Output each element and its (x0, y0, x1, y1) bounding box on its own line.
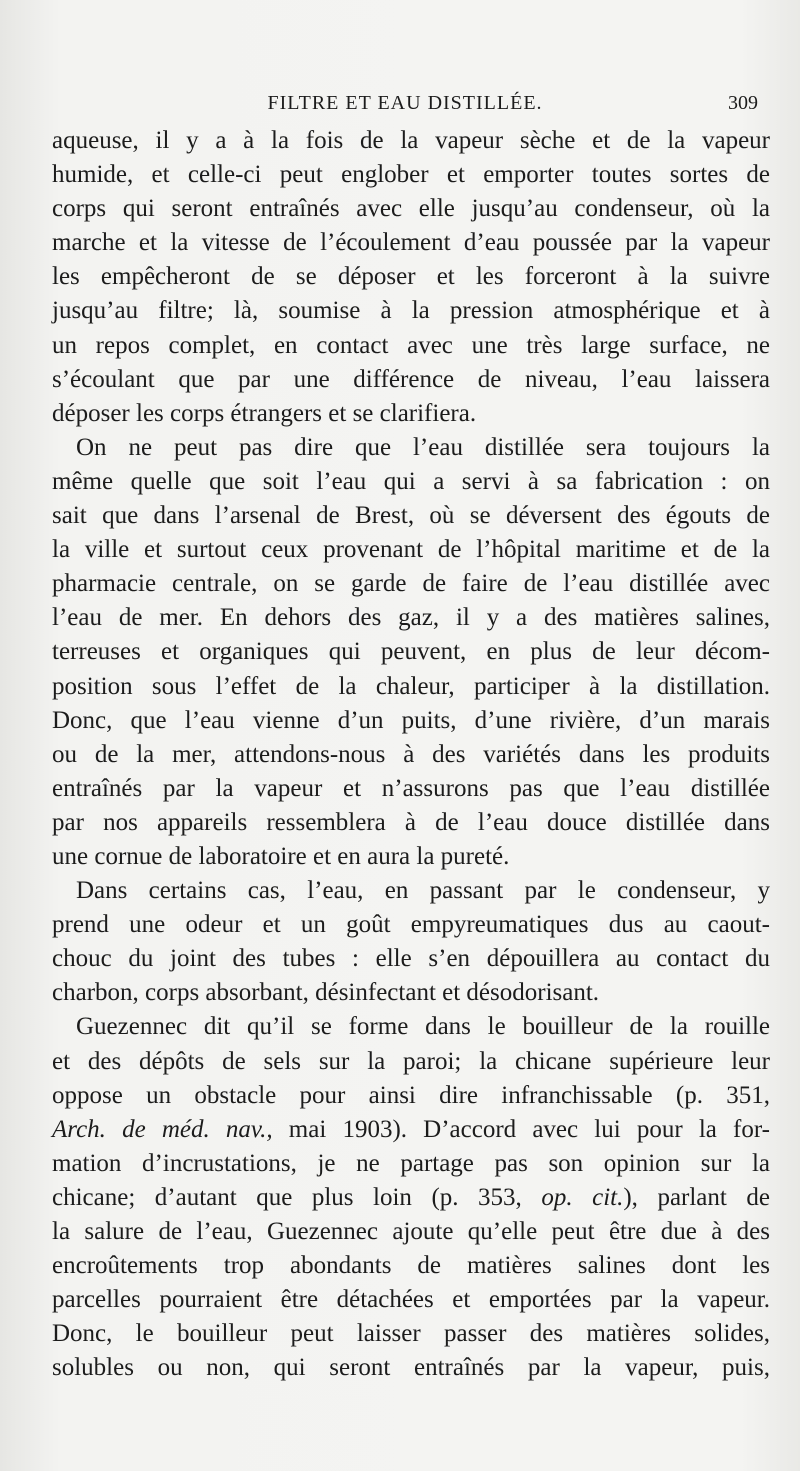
text-line: corps qui seront entraînés avec elle jusqu’au condenseur, où la (52, 195, 770, 223)
text-line: les empêcheront de se déposer et les forceront à la suivre (52, 263, 770, 291)
page-number: 309 (728, 92, 758, 114)
text-line: charbon, corps absorbant, désinfectant et désodorisant. (52, 979, 600, 1007)
text-line: et des dépôts de sels sur la paroi; la chicane supérieure leur (52, 1047, 770, 1075)
text-line: la salure de l’eau, Guezennec ajoute qu’elle peut être due à des (52, 1218, 770, 1245)
running-title: FILTRE ET EAU DISTILLÉE. (267, 92, 543, 114)
text-line: mation d’incrustations, je ne partage pas son opinion sur la (52, 1149, 770, 1177)
text-line: entraînés par la vapeur et n’assurons pas que l’eau distillée (52, 774, 770, 802)
text-line: encroûtements trop abondants de matières salines dont les (52, 1252, 770, 1280)
citation-before: chicane; d’autant que plus loin (p. 353, (52, 1183, 542, 1211)
text-line: terreuses et organiques qui peuvent, en plus de leur décom- (52, 638, 770, 666)
op-cit: op. cit. (541, 1183, 624, 1211)
citation-after: ), parlant de (623, 1183, 770, 1211)
text-line: marche et la vitesse de l’écoulement d’eau poussée par la vapeur (52, 229, 770, 257)
text-line: Donc, le bouilleur peut laisser passer des matières solides, (52, 1320, 770, 1348)
text-line: Guezennec dit qu’il se forme dans le bouilleur de la rouille (76, 1013, 770, 1041)
paragraph-1 (52, 124, 770, 431)
text-line: oppose un obstacle pour ainsi dire infranchissable (p. 351, (52, 1081, 770, 1109)
citation-line (52, 1113, 770, 1147)
text-line: par nos appareils ressemblera à de l’eau douce distillée dans (52, 808, 770, 836)
text-line: prend une odeur et un goût empyreumatiques dus au caout- (52, 911, 770, 939)
text-line: la ville et surtout ceux provenant de l’hôpital maritime et de la (52, 536, 770, 564)
text-line: humide, et celle-ci peut englober et emporter toutes sortes de (52, 161, 770, 189)
text-line: jusqu’au filtre; là, soumise à la pression atmosphérique et à (52, 297, 770, 325)
text-line: pharmacie centrale, on se garde de faire de l’eau distillée avec (52, 570, 770, 598)
text-line: Donc, que l’eau vienne d’un puits, d’une rivière, d’un marais (52, 706, 770, 734)
text-line: sait que dans l’arsenal de Brest, où se déversent des égouts de (52, 502, 770, 530)
text-line: solubles ou non, qui seront entraînés par la vapeur, puis, (52, 1354, 770, 1382)
journal-citation: Arch. de méd. nav., (52, 1115, 273, 1143)
page-header (52, 88, 758, 122)
paragraph-4-cont (52, 1045, 770, 1386)
text-line: une cornue de laboratoire et en aura la pureté. (52, 842, 510, 870)
text-line: l’eau de mer. En dehors des gaz, il y a des matières salines, (52, 604, 770, 632)
citation-line-2 (52, 1181, 770, 1215)
text-line: s’écoulant que par une différence de niveau, l’eau laissera (52, 365, 770, 393)
text-line: ou de la mer, attendons-nous à des variétés dans les produits (52, 740, 770, 768)
paragraph-3-cont (52, 908, 770, 1010)
body-text (52, 124, 770, 1385)
text-line: chouc du joint des tubes : elle s’en dépouillera au contact du (52, 945, 770, 973)
text-line: parcelles pourraient être détachées et emportées par la vapeur. (52, 1286, 770, 1314)
text-line: aqueuse, il y a à la fois de la vapeur sèche et de la vapeur (52, 127, 770, 154)
text-line: déposer les corps étrangers et se clarifiera. (52, 399, 477, 427)
paragraph-3 (52, 874, 770, 908)
text-line: On ne peut pas dire que l’eau distillée sera toujours la (76, 433, 770, 461)
text-line: Dans certains cas, l’eau, en passant par le condenseur, y (76, 877, 770, 905)
text-line: position sous l’effet de la chaleur, participer à la distillation. (52, 672, 770, 700)
paragraph-2-cont (52, 465, 770, 874)
paragraph-2 (52, 431, 770, 465)
citation-rest: mai 1903). D’accord avec lui pour la for- (272, 1115, 770, 1143)
paragraph-4 (52, 1010, 770, 1044)
text-line: même quelle que soit l’eau qui a servi à sa fabrication : on (52, 467, 770, 495)
text-line: un repos complet, en contact avec une très large surface, ne (52, 331, 770, 359)
